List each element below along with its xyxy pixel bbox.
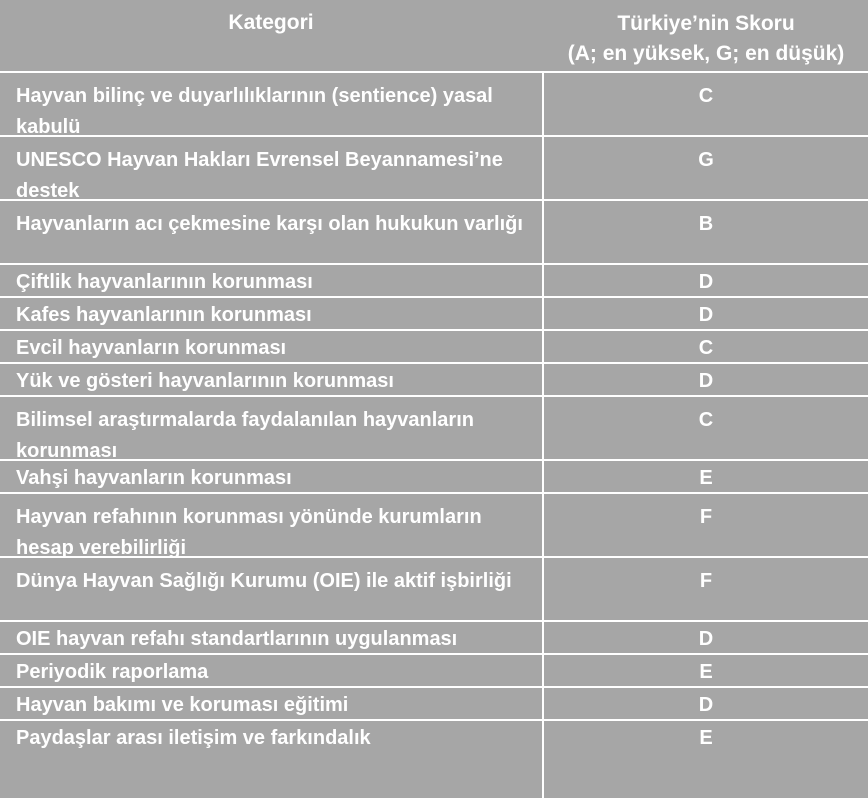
score-cell: C [698,409,714,431]
table-row [0,655,868,688]
score-cell: F [699,506,713,528]
category-cell: UNESCO Hayvan Hakları Evrensel Beyannamesi’ne destek [16,149,503,202]
table-row [0,265,868,298]
table-row [0,688,868,721]
category-cell: Kafes hayvanlarının korunması [16,304,312,326]
header-score [544,9,868,69]
category-cell: Evcil hayvanların korunması [16,337,287,359]
category-cell: Hayvan bilinç ve duyarlılıklarının (sentience) yasal kabulü [16,85,493,138]
table-header [0,0,868,73]
category-cell: Periyodik raporlama [16,661,209,683]
table-body [0,73,868,754]
score-cell: B [698,213,714,235]
category-cell: Yük ve gösteri hayvanlarının korunması [16,370,394,392]
score-cell: E [699,727,713,749]
score-cell: F [699,570,713,592]
table-row [0,494,868,558]
category-cell: Çiftlik hayvanlarının korunması [16,271,313,293]
score-cell: G [698,149,714,171]
table-row [0,461,868,494]
table-row [0,137,868,201]
score-cell: D [698,628,714,650]
table-row [0,298,868,331]
score-cell: D [698,271,714,293]
score-cell: D [698,370,714,392]
table-row [0,622,868,655]
category-cell: Paydaşlar arası iletişim ve farkındalık [16,727,371,749]
table-row [0,73,868,137]
category-cell: Hayvan bakımı ve koruması eğitimi [16,694,349,716]
table-row [0,364,868,397]
score-cell: C [698,85,714,107]
header-score-legend: (A; en yüksek, G; en düşük) [567,42,845,65]
table-row [0,331,868,364]
category-cell: Hayvanların acı çekmesine karşı olan hukukun varlığı [16,213,523,235]
score-cell: E [699,467,713,489]
header-category: Kategori [228,11,314,34]
category-cell: OIE hayvan refahı standartlarının uygulanması [16,628,458,650]
score-cell: C [698,337,714,359]
score-cell: E [699,661,713,683]
table-row [0,397,868,461]
category-cell: Vahşi hayvanların korunması [16,467,292,489]
category-cell: Dünya Hayvan Sağlığı Kurumu (OIE) ile aktif işbirliği [16,570,512,592]
score-cell: D [698,304,714,326]
category-cell: Hayvan refahının korunması yönünde kurumların hesap verebilirliği [16,506,482,559]
score-cell: D [698,694,714,716]
table-row [0,558,868,622]
category-cell: Bilimsel araştırmalarda faydalanılan hayvanların korunması [16,409,474,462]
table-row [0,721,868,754]
table-row [0,201,868,265]
header-score-title: Türkiye’nin Skoru [617,12,795,35]
